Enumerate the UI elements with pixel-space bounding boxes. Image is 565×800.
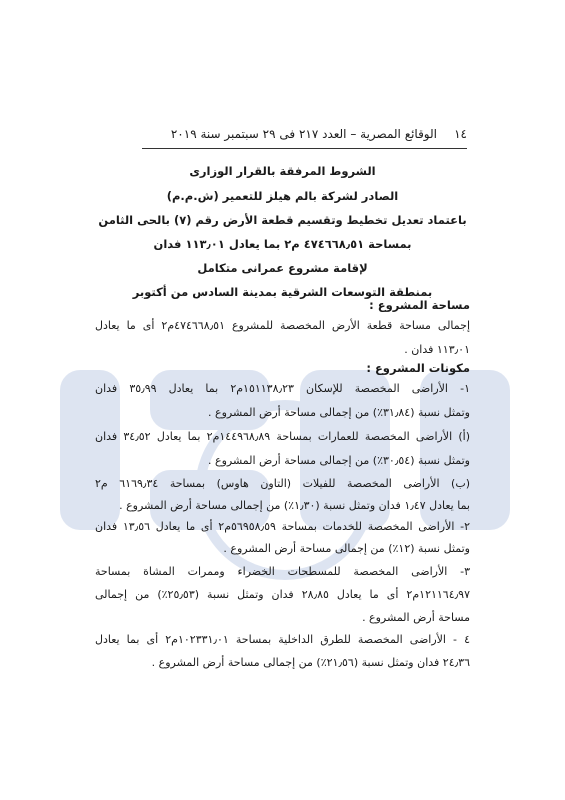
component-line: ٢- الأراضى المخصصة للخدمات بمساحة ٥٦٩٥٨٫٥٩م٢ أى ما يعادل ١٣٫٥٦ فدان: [95, 520, 470, 533]
title-line: الشروط المرفقة بالقرار الوزارى: [189, 164, 376, 178]
page-header: [142, 127, 467, 147]
page-number: ١٤: [454, 127, 467, 141]
component-line: (أ) الأراضى المخصصة للعمارات بمساحة ١٤٤٩٦٨٫٨٩م٢ بما يعادل ٣٤٫٥٢ فدان: [95, 430, 470, 443]
component-line: (ب) الأراضى المخصصة للفيلات (التاون هاوس) بمساحة ٦١٦٩٫٣٤ م٢: [95, 477, 470, 490]
title-line: الصادر لشركة بالم هيلز للتعمير (ش.م.م): [166, 189, 399, 203]
component-line: وتمثل نسبة (١٢٪) من إجمالى مساحة أرض المشروع .: [223, 542, 470, 555]
area-heading: مساحة المشروع :: [369, 298, 470, 312]
component-line: ٣- الأراضى المخصصة للمسطحات الخضراء وممرات المشاة بمساحة: [95, 565, 470, 578]
component-line: ١٢١١٦٤٫٩٧م٢ أى ما يعادل ٢٨٫٨٥ فدان وتمثل نسبة (٢٥٫٥٣٪) من إجمالى: [95, 588, 470, 601]
component-line: بما يعادل ١٫٤٧ فدان وتمثل نسبة (١٫٣٠٪) من إجمالى مساحة أرض المشروع .: [119, 499, 470, 512]
title-line: بمنطقة التوسعات الشرقية بمدينة السادس من أكتوبر: [132, 285, 433, 299]
header-title: الوقائع المصرية – العدد ٢١٧ فى ٢٩ سبتمبر سنة ٢٠١٩: [170, 127, 437, 141]
title-line: بمساحة ٤٧٤٦٦٨٫٥١ م٢ بما يعادل ١١٣٫٠١ فدان: [153, 237, 412, 251]
title-line: لإقامة مشروع عمرانى متكامل: [197, 261, 368, 275]
component-line: مساحة أرض المشروع .: [362, 611, 470, 624]
component-line: وتمثل نسبة (٣٠٫٥٤٪) من إجمالى مساحة أرض المشروع .: [208, 454, 470, 467]
component-line: وتمثل نسبة (٣١٫٨٤٪) من إجمالى مساحة أرض المشروع .: [208, 406, 470, 419]
component-line: ١- الأراضى المخصصة للإسكان ١٥١١٣٨٫٢٣م٢ بما يعادل ٣٥٫٩٩ فدان: [95, 382, 470, 395]
component-line: ٤ - الأراضى المخصصة للطرق الداخلية بمساحة ١٠٢٣٣١٫٠١م٢ أى بما يعادل: [95, 633, 471, 646]
component-line: ٢٤٫٣٦ فدان وتمثل نسبة (٢١٫٥٦٪) من إجمالى مساحة أرض المشروع .: [151, 656, 470, 669]
title-line: باعتماد تعديل تخطيط وتقسيم قطعة الأرض رقم (٧) بالحى الثامن: [98, 213, 467, 227]
components-heading: مكونات المشروع :: [366, 361, 470, 375]
area-line: ١١٣٫٠١ فدان .: [404, 343, 470, 356]
area-line: إجمالى مساحة قطعة الأرض المخصصة للمشروع ٤٧٤٦٦٨٫٥١م٢ أى ما يعادل: [95, 319, 471, 332]
header-divider: [142, 148, 467, 149]
